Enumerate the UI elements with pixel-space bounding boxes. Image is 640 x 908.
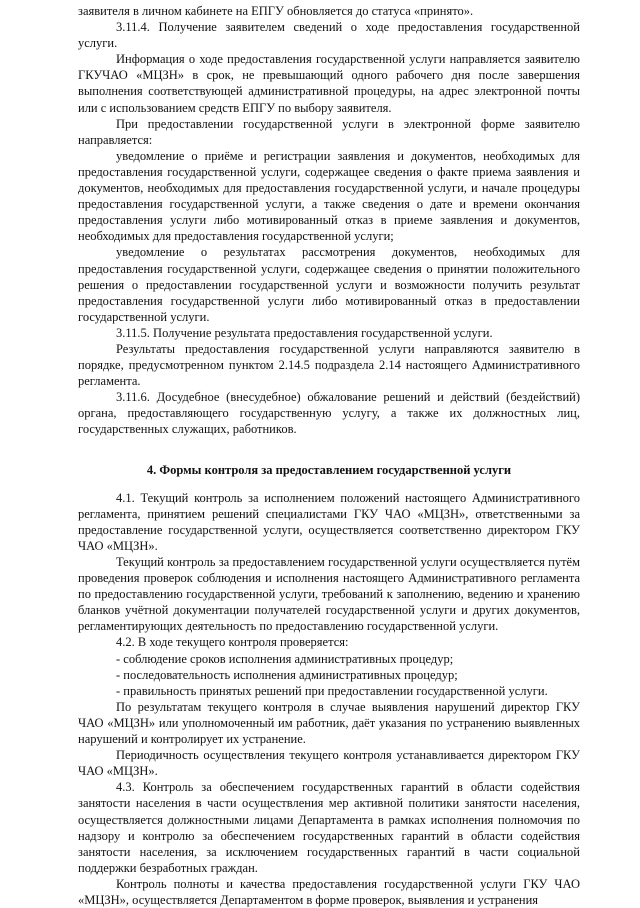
paragraph: Контроль полноты и качества предоставления государственной услуги ГКУ ЧАО «МЦЗН», осуществляется Департаментом в форме проверок, выявления и устранения	[78, 876, 580, 907]
paragraph: 3.11.6. Досудебное (внесудебное) обжалование решений и действий (бездействий) органа, предоставляющего государственную услугу, а также их должностных лиц, государственных служащих, работников.	[78, 390, 580, 437]
paragraph: 3.11.5. Получение результата предоставления государственной услуги.	[116, 325, 493, 340]
paragraph: По результатам текущего контроля в случае выявления нарушений директор ГКУ ЧАО «МЦЗН» или уполномоченный им работник, даёт указания по устранению выявленных нарушений и контролирует их устранение.	[78, 699, 580, 747]
paragraph: Текущий контроль за предоставлением государственной услуги осуществляется путём проведения проверок соблюдения и исполнения настоящего Административного регламента по предоставлению государственной услуги, требований к заполнению, ведению и хранению бланков учётной документации получателей государственной услуги и других документов, регламентирующих деятельность по предоставлению государственной услуги.	[78, 555, 580, 634]
paragraph: - последовательность исполнения административных процедур;	[116, 667, 458, 682]
paragraph: Периодичность осуществления текущего контроля устанавливается директором ГКУ ЧАО «МЦЗН».	[78, 748, 580, 779]
paragraph: 3.11.4. Получение заявителем сведений о ходе предоставления государственной услуги.	[78, 20, 580, 51]
paragraph: Результаты предоставления государственной услуги направляются заявителю в порядке, предусмотренном пунктом 2.14.5 подраздела 2.14 настоящего Административного регламента.	[78, 341, 580, 389]
paragraph: 4.1. Текущий контроль за исполнением положений настоящего Административного регламента, принятием решений специалистами ГКУ ЧАО «МЦЗН», ответственными за предоставление государственной услуги, осуществляется соответственно директором ГКУ ЧАО «МЦЗН».	[78, 490, 580, 553]
paragraph: При предоставлении государственной услуги в электронной форме заявителю направляется:	[78, 116, 580, 147]
paragraph: - правильность принятых решений при предоставлении государственной услуги.	[116, 683, 548, 698]
paragraph: Информация о ходе предоставления государственной услуги направляется заявителю ГКУЧАО «МЦЗН» в срок, не превышающий одного рабочего дня после завершения выполнения соответствующей административной процедуры, на адрес электронной почты или с использованием средств ЕПГУ по выбору заявителя.	[78, 52, 580, 115]
paragraph: уведомление о результатах рассмотрения документов, необходимых для предоставления государственной услуги, содержащее сведения о принятии положительного решения о предоставлении государственной услуги и возможности получить результат предоставления государственной услуги либо мотивированный отказ в предоставлении государственной услуги.	[78, 245, 580, 324]
section-heading: 4. Формы контроля за предоставлением государственной услуги	[146, 462, 512, 477]
paragraph: заявителя в личном кабинете на ЕПГУ обновляется до статуса «принято».	[78, 4, 474, 18]
paragraph: 4.2. В ходе текущего контроля проверяется:	[116, 635, 349, 650]
bottom-block	[78, 490, 580, 908]
paragraph: уведомление о приёме и регистрации заявления и документов, необходимых для предоставления государственной услуги, содержащее сведения о факте приема заявления и документов, необходимых для предоставления государственной услуги, и начале процедуры предоставления государственной услуги, а также сведения о дате и времени окончания предоставления услуги либо мотивированный отказ в приеме заявления и документов, необходимых для предоставления государственной услуги;	[78, 148, 580, 244]
paragraph: - соблюдение сроков исполнения административных процедур;	[116, 651, 454, 666]
paragraph: 4.3. Контроль за обеспечением государственных гарантий в области содействия занятости населения в части осуществления мер активной политики занятости населения, осуществляется должностными лицами Департамента в рамках исполнения полномочия по надзору и контролю за обеспечением государственных гарантий в области содействия занятости населения, за исключением государственных гарантий в части социальной поддержки безработных граждан.	[78, 780, 580, 875]
top-block	[78, 3, 580, 438]
document-body	[78, 3, 580, 908]
